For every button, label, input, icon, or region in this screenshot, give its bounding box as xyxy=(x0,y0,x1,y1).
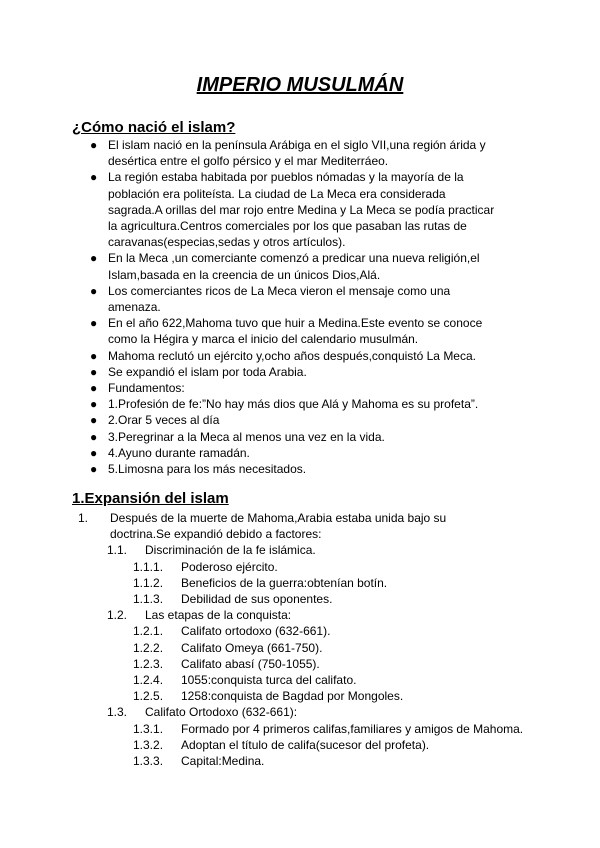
outline-text: 1258:conquista de Bagdad por Mongoles. xyxy=(181,689,404,704)
outline-text: 1055:conquista turca del califato. xyxy=(181,673,357,688)
list-item-text: En la Meca ,un comerciante comenzó a predicar una nueva religión,el Islam,basada en la creencia de un únicos Dios,Alá. xyxy=(108,251,480,282)
bullet-icon: ● xyxy=(90,138,98,152)
bullet-icon: ● xyxy=(90,381,98,396)
list-item-text: 3.Peregrinar a la Meca al menos una vez en la vida. xyxy=(108,429,385,444)
outline-item xyxy=(0,591,600,607)
list-item xyxy=(0,315,498,347)
list-item xyxy=(0,445,498,461)
outline-item xyxy=(0,672,600,688)
outline-text: Las etapas de la conquista: xyxy=(145,608,292,623)
outline-number: 1.1.2. xyxy=(133,575,164,590)
bullet-icon: ● xyxy=(90,283,98,298)
outline-text: Debilidad de sus oponentes. xyxy=(181,592,333,607)
list-item-text: En el año 622,Mahoma tuvo que huir a Medina.Este evento se conoce como la Hégira y marca el inicio del calendario musulmán. xyxy=(108,316,483,347)
outline-item xyxy=(0,656,600,672)
outline-text: Discriminación de la fe islámica. xyxy=(145,543,316,558)
outline-item xyxy=(0,688,600,704)
list-item-text: La región estaba habitada por pueblos nómadas y la mayoría de la población era politeísta. La ciudad de La Meca era considerada sagrada.A orillas del mar rojo entre Medina y La Meca se podía practicar la agricultura.Centros comerciales por los que pasaban las rutas de caravanas(especias,sedas y otros artículos). xyxy=(108,170,495,250)
list-item xyxy=(0,283,498,315)
outline-item xyxy=(0,737,600,753)
list-item-text: El islam nació en la península Arábiga en el siglo VII,una región árida y desértica entre el golfo pérsico y el mar Mediterráeo. xyxy=(108,138,486,169)
outline-text: Califato abasí (750-1055). xyxy=(181,656,320,671)
list-item-text: 2.Orar 5 veces al día xyxy=(108,413,220,428)
outline-text: Poderoso ejército. xyxy=(181,559,278,574)
outline-item xyxy=(0,607,600,623)
outline-text: Formado por 4 primeros califas,familiares y amigos de Mahoma. xyxy=(181,721,524,736)
outline-number: 1.1. xyxy=(107,543,128,558)
outline-item xyxy=(0,542,600,558)
section-heading-origin: ¿Cómo nació el islam? xyxy=(72,119,236,136)
outline-text: Capital:Medina. xyxy=(181,754,265,769)
bullet-icon: ● xyxy=(90,364,98,379)
outline-text: Beneficios de la guerra:obtenían botín. xyxy=(181,575,388,590)
outline-number: 1.1.3. xyxy=(133,592,164,607)
outline-number: 1.2.1. xyxy=(133,624,164,639)
list-item xyxy=(0,396,498,412)
outline-number: 1.3.3. xyxy=(133,754,164,769)
bullet-icon: ● xyxy=(90,413,98,428)
expansion-outline xyxy=(0,510,600,769)
outline-number: 1.2.5. xyxy=(133,689,164,704)
outline-item xyxy=(0,510,600,542)
outline-item xyxy=(0,721,600,737)
outline-text: Califato Omeya (661-750). xyxy=(181,640,323,655)
list-item-text: Los comerciantes ricos de La Meca vieron el mensaje como una amenaza. xyxy=(108,283,451,315)
outline-item xyxy=(0,559,600,575)
bullet-icon: ● xyxy=(90,397,98,412)
outline-number: 1. xyxy=(78,511,89,525)
origin-bullet-list xyxy=(0,137,600,477)
bullet-icon: ● xyxy=(90,429,98,444)
outline-number: 1.2.2. xyxy=(133,640,164,655)
bullet-icon: ● xyxy=(90,170,98,185)
outline-number: 1.2.3. xyxy=(133,656,164,671)
outline-number: 1.3.1. xyxy=(133,721,164,736)
outline-number: 1.1.1. xyxy=(133,559,164,574)
outline-number: 1.2. xyxy=(107,608,128,623)
outline-item xyxy=(0,575,600,591)
outline-number: 1.3.2. xyxy=(133,737,164,752)
outline-item xyxy=(0,623,600,639)
list-item xyxy=(0,169,498,250)
list-item xyxy=(0,364,498,380)
list-item-text: 5.Limosna para los más necesitados. xyxy=(108,462,307,477)
list-item-text: 4.Ayuno durante ramadán. xyxy=(108,445,250,460)
list-item xyxy=(0,380,498,396)
list-item xyxy=(0,250,498,282)
bullet-icon: ● xyxy=(90,316,98,331)
list-item xyxy=(0,137,498,169)
bullet-icon: ● xyxy=(90,445,98,460)
section-heading-expansion: 1.Expansión del islam xyxy=(72,490,229,507)
outline-text: Después de la muerte de Mahoma,Arabia estaba unida bajo su doctrina.Se expandió debido a factores: xyxy=(110,511,447,542)
list-item-text: Se expandió el islam por toda Arabia. xyxy=(108,364,307,379)
list-item-text: Fundamentos: xyxy=(108,381,185,396)
list-item xyxy=(0,348,498,364)
outline-item xyxy=(0,704,600,720)
page-title: IMPERIO MUSULMÁN xyxy=(196,74,404,96)
list-item-text: Mahoma reclutó un ejército y,ocho años después,conquistó La Meca. xyxy=(108,348,476,363)
list-item xyxy=(0,412,498,428)
list-item-text: 1.Profesión de fe:”No hay más dios que Alá y Mahoma es su profeta”. xyxy=(108,397,479,412)
list-item xyxy=(0,461,498,477)
outline-item xyxy=(0,753,600,769)
outline-text: Adoptan el título de califa(sucesor del profeta). xyxy=(181,737,430,752)
bullet-icon: ● xyxy=(90,251,98,266)
list-item xyxy=(0,429,498,445)
outline-number: 1.2.4. xyxy=(133,673,164,688)
outline-number: 1.3. xyxy=(107,705,128,720)
bullet-icon: ● xyxy=(90,348,98,363)
outline-item xyxy=(0,640,600,656)
outline-text: Califato ortodoxo (632-661). xyxy=(181,624,331,639)
bullet-icon: ● xyxy=(90,462,98,477)
outline-text: Califato Ortodoxo (632-661): xyxy=(145,705,298,720)
